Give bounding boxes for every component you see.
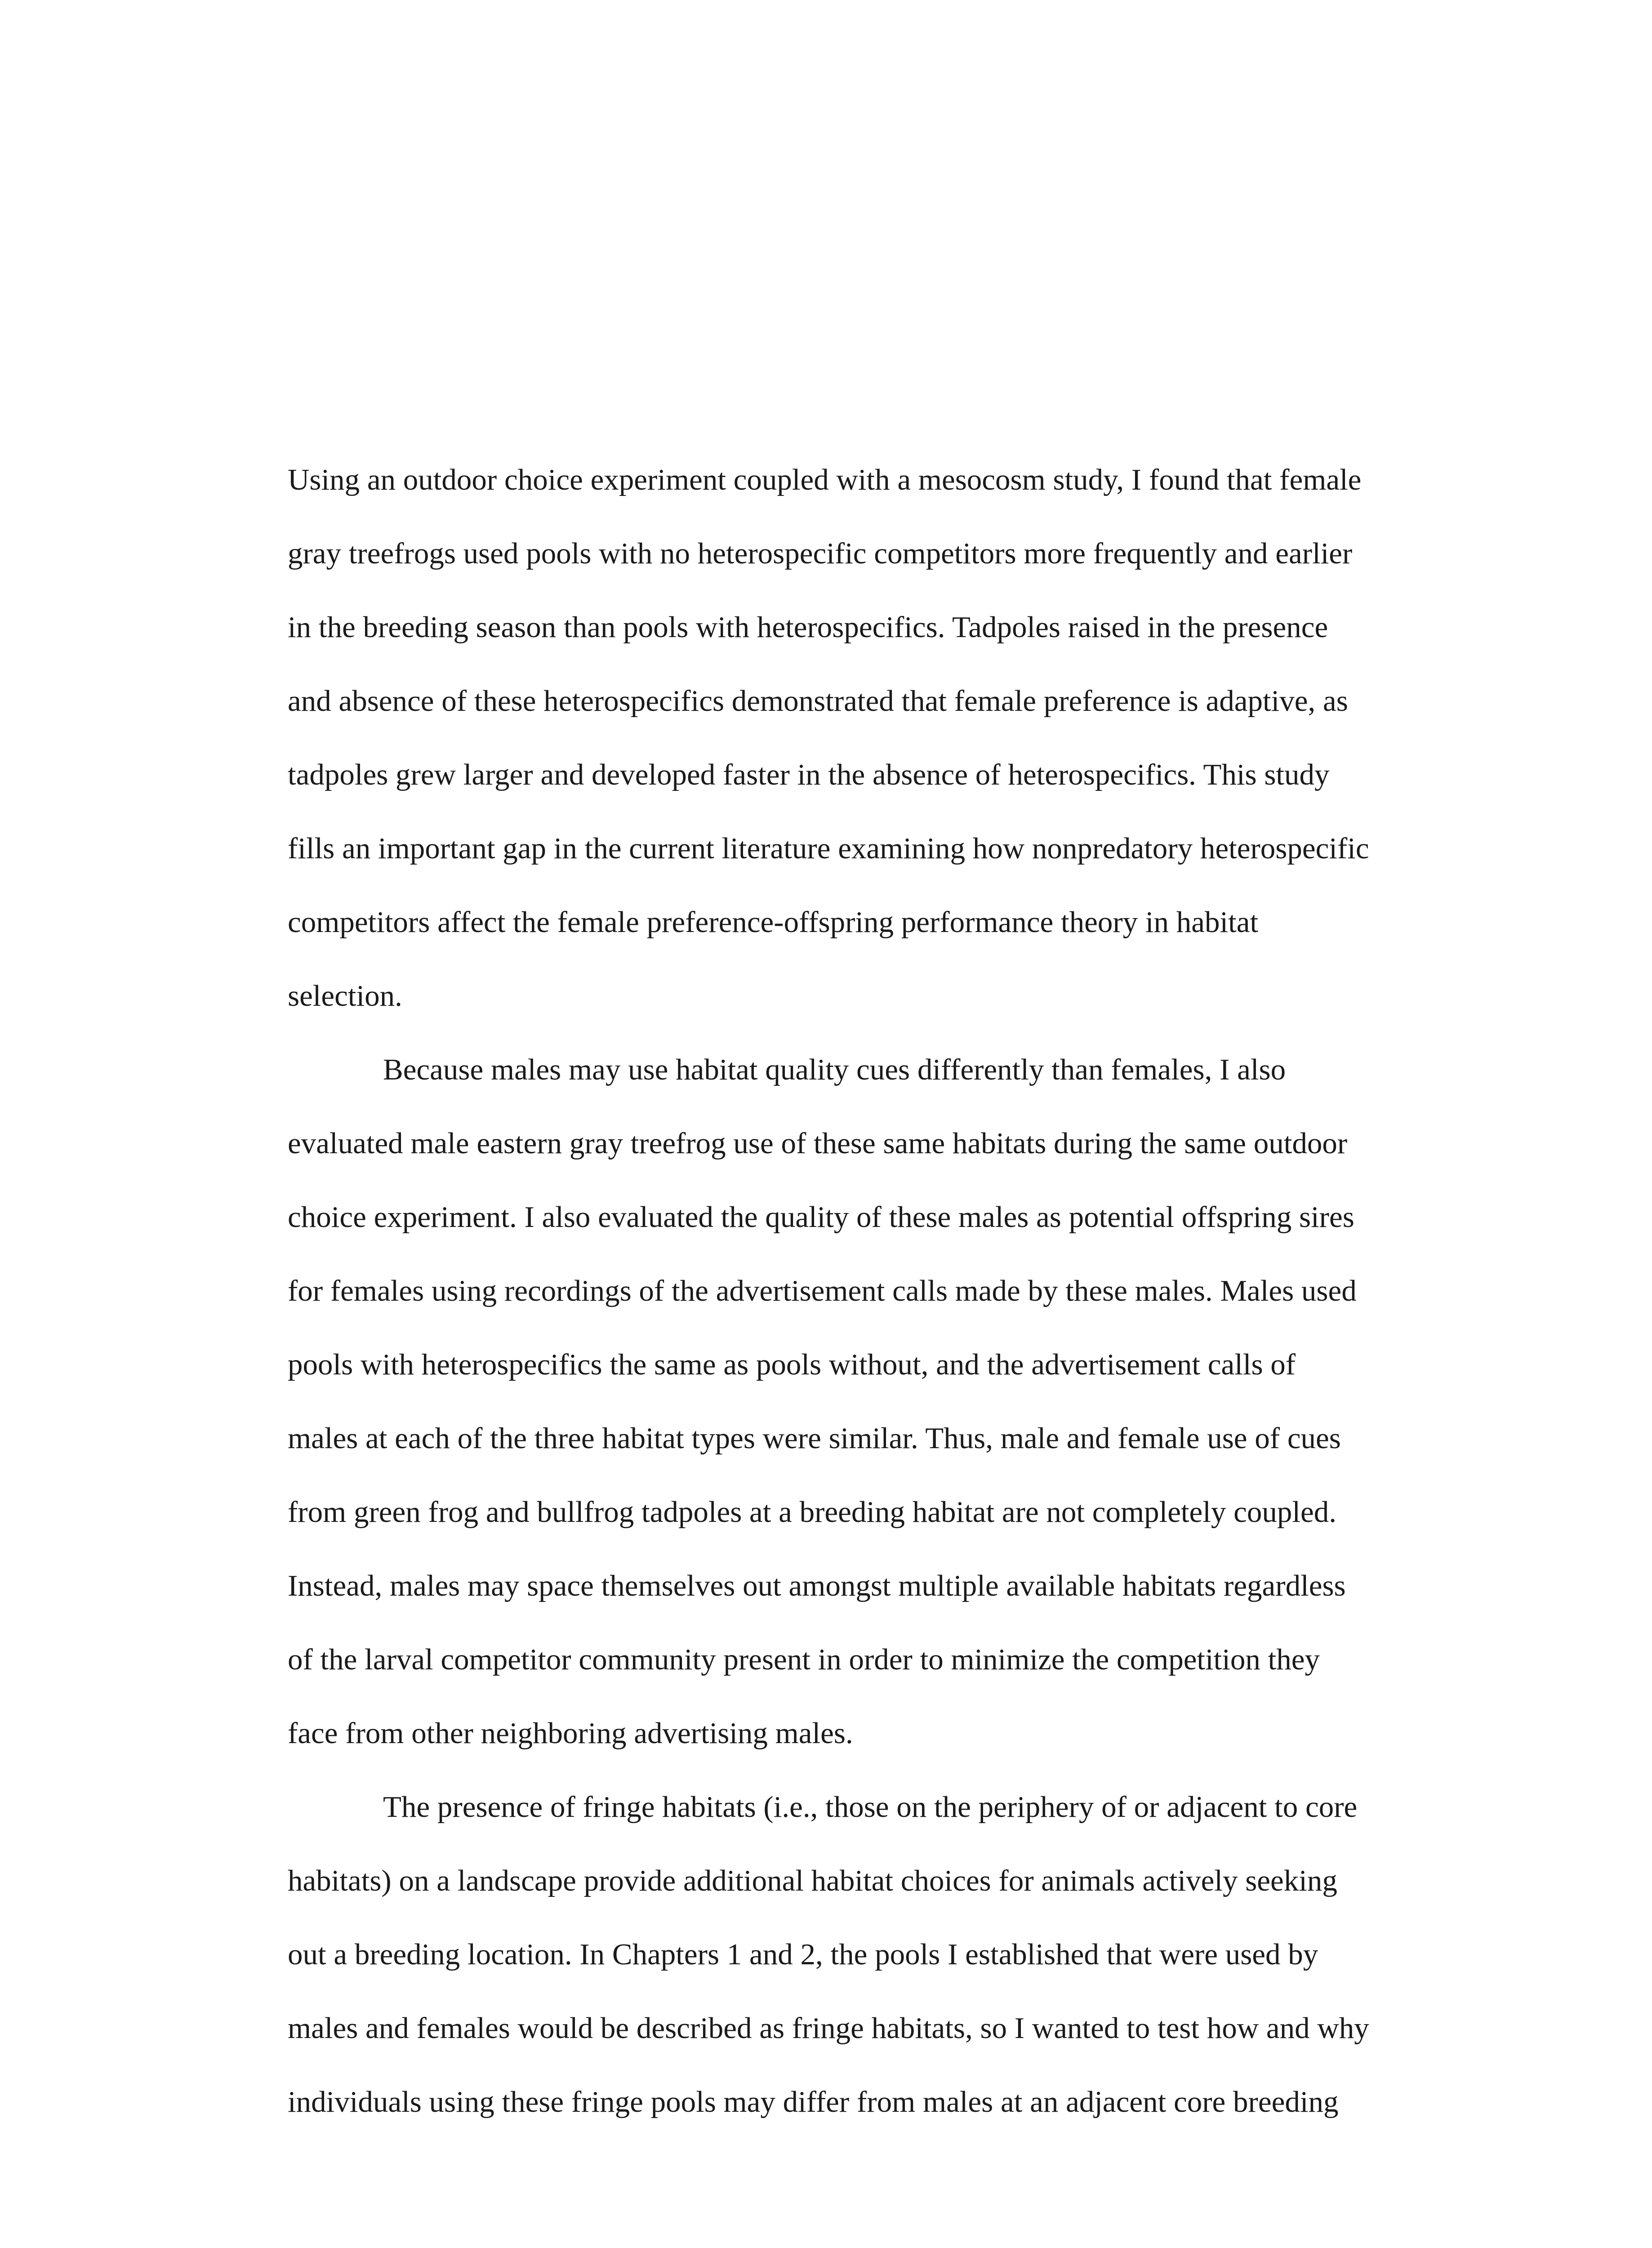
text-line: fills an important gap in the current literature examining how nonpredatory heterospecific	[288, 832, 1369, 865]
text-line: Because males may use habitat quality cues differently than females, I also	[383, 1053, 1286, 1086]
text-line: selection.	[288, 979, 402, 1012]
text-line: competitors affect the female preference-offspring performance theory in habitat	[288, 905, 1259, 939]
body-text	[288, 443, 1447, 2139]
text-line: in the breeding season than pools with heterospecifics. Tadpoles raised in the presence	[288, 611, 1328, 644]
text-line: out a breeding location. In Chapters 1 and 2, the pools I established that were used by	[288, 1938, 1318, 1971]
text-line: tadpoles grew larger and developed faster in the absence of heterospecifics. This study	[288, 758, 1330, 791]
text-line: males at each of the three habitat types were similar. Thus, male and female use of cues	[288, 1422, 1341, 1455]
text-line: habitats) on a landscape provide additional habitat choices for animals actively seeking	[288, 1864, 1337, 1897]
text-line: individuals using these fringe pools may differ from males at an adjacent core breeding	[288, 2085, 1339, 2119]
paragraph-3	[288, 1770, 1447, 2139]
text-line: of the larval competitor community present in order to minimize the competition they	[288, 1643, 1320, 1676]
text-line: The presence of fringe habitats (i.e., those on the periphery of or adjacent to core	[383, 1790, 1358, 1824]
text-line: gray treefrogs used pools with no heterospecific competitors more frequently and earlier	[288, 537, 1353, 570]
text-line: evaluated male eastern gray treefrog use of these same habitats during the same outdoor	[288, 1127, 1348, 1160]
text-line: choice experiment. I also evaluated the quality of these males as potential offspring sires	[288, 1200, 1354, 1234]
text-line: Using an outdoor choice experiment coupled with a mesocosm study, I found that female	[288, 463, 1362, 496]
text-line: Instead, males may space themselves out amongst multiple available habitats regardless	[288, 1569, 1346, 1602]
text-line: males and females would be described as fringe habitats, so I wanted to test how and why	[288, 2012, 1369, 2045]
text-line: and absence of these heterospecifics demonstrated that female preference is adaptive, as	[288, 684, 1348, 718]
text-line: pools with heterospecifics the same as pools without, and the advertisement calls of	[288, 1348, 1296, 1381]
paragraph-2	[288, 1033, 1447, 1770]
text-line: face from other neighboring advertising males.	[288, 1717, 853, 1750]
paragraph-1	[288, 443, 1447, 1033]
text-line: for females using recordings of the advertisement calls made by these males. Males used	[288, 1274, 1357, 1307]
text-line: from green frog and bullfrog tadpoles at a breeding habitat are not completely coupled.	[288, 1495, 1336, 1529]
